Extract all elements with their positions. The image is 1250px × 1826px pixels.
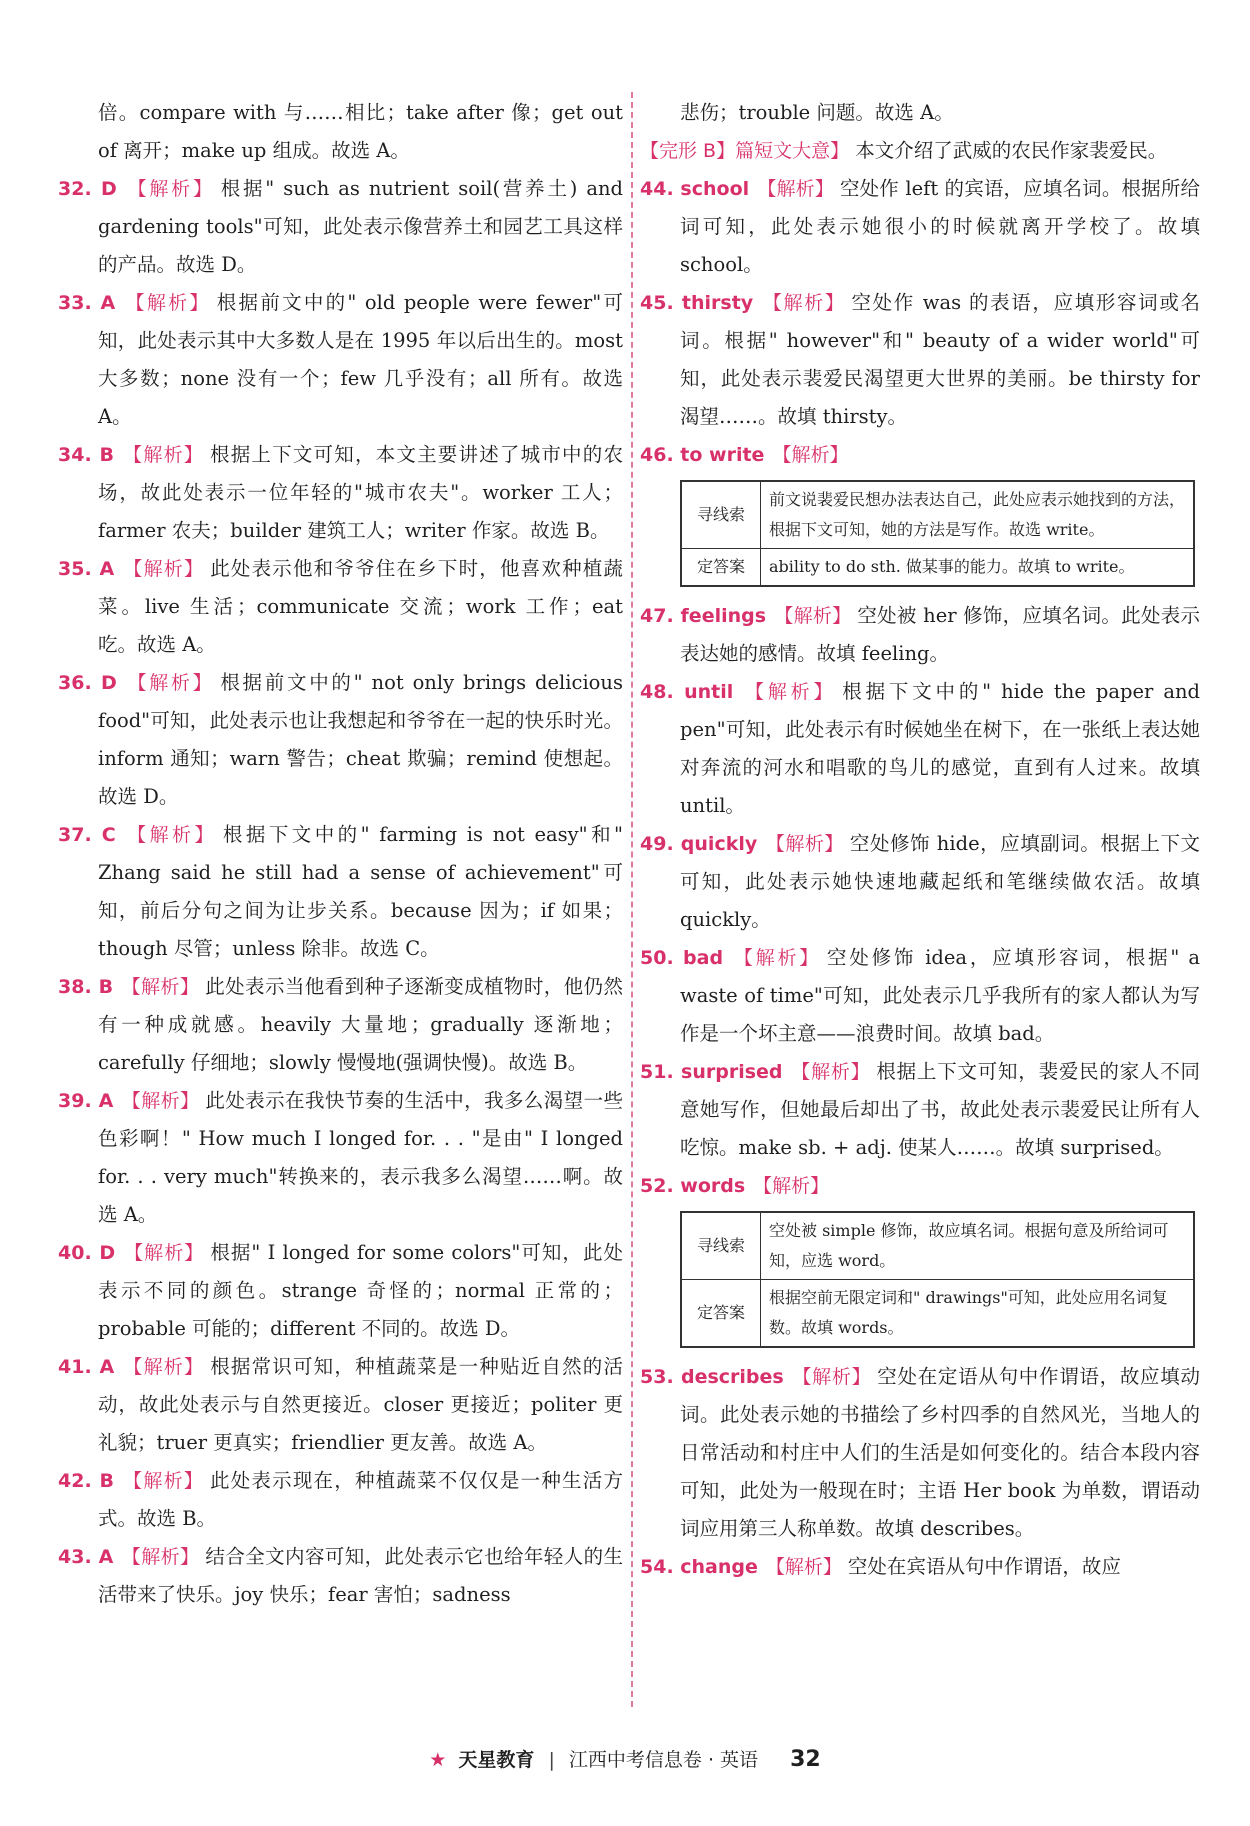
answer-entry <box>640 1548 1200 1586</box>
answer-number: 50. bad <box>640 947 724 969</box>
analysis-tag: 【解析】 <box>791 1366 872 1388</box>
clue-row <box>681 481 1194 549</box>
answer-entry <box>58 1348 623 1462</box>
answer-number: 33. A <box>58 292 116 314</box>
analysis-tag: 【解析】 <box>121 1470 205 1492</box>
answer-entry <box>640 939 1200 1053</box>
explanation-text: 此处表示在我快节奏的生活中，我多么渴望一些色彩啊！" How much I longed for. . . "是由" I longed for. . . very much"转换来的，表示我多么渴望……啊。故选 A。 <box>98 1089 623 1226</box>
answer-entry <box>58 664 623 816</box>
answer-entry <box>58 284 623 436</box>
answer-number: 38. B <box>58 976 114 998</box>
analysis-tag: 【解析】 <box>765 833 844 855</box>
analysis-tag: 【解析】 <box>124 672 215 694</box>
answer-number: 32. D <box>58 178 117 200</box>
clue-key: 寻线索 <box>681 481 761 549</box>
answer-number: 47. feelings <box>640 605 767 627</box>
answer-entry <box>640 825 1200 939</box>
explanation-text: 结合全文内容可知，此处表示它也给年轻人的生活带来了快乐。joy 快乐；fear 害怕；sadness <box>98 1545 623 1606</box>
answer-number: 40. D <box>58 1242 116 1264</box>
explanation-text: 根据上下文可知，本文主要讲述了城市中的农场，故此处表示一位年轻的"城市农夫"。worker 工人；farmer 农夫；builder 建筑工人；writer 作家。故选 B。 <box>98 443 623 542</box>
section-summary <box>640 132 1200 170</box>
answer-entry <box>58 436 623 550</box>
answer-entry <box>58 968 623 1082</box>
page-number: 32 <box>790 1747 821 1772</box>
analysis-tag: 【解析】 <box>124 178 215 200</box>
answer-number: 54. change <box>640 1556 758 1578</box>
explanation-text: 空处被 her 修饰，应填名词。此处表示表达她的感情。故填 feeling。 <box>680 604 1200 665</box>
analysis-tag: 【解析】 <box>123 1242 205 1264</box>
analysis-tag: 【解析】 <box>123 824 217 846</box>
analysis-tag: 【解析】 <box>753 1175 830 1197</box>
answer-number: 34. B <box>58 444 114 466</box>
explanation-text: 空处在定语从句中作谓语，故应填动词。此处表示她的书描绘了乡村四季的自然风光，当地人的日常活动和村庄中人们的生活是如何变化的。结合本段内容可知，此处为一般现在时；主语 Her book 为单数，谓语动词应用第三人称单数。故填 describes。 <box>680 1365 1200 1540</box>
answer-entry <box>640 673 1200 825</box>
explanation-text: 空处作 left 的宾语，应填名词。根据所给词可知，此处表示她很小的时候就离开学校了。故填 school。 <box>680 177 1200 276</box>
answer-number: 53. describes <box>640 1366 784 1388</box>
analysis-tag: 【解析】 <box>765 1556 842 1578</box>
explanation-text: 根据下文中的" farming is not easy"和" Zhang said he still had a sense of achievement"可知，前后分句之间为让步关系。because 因为；if 如果；though 尽管；unless 除非。故选 C。 <box>98 823 623 960</box>
answer-entry <box>640 284 1200 436</box>
explanation-text: 根据常识可知，种植蔬菜是一种贴近自然的活动，故此处表示与自然更接近。closer 更接近；politer 更礼貌；truer 更真实；friendlier 更友善。故选 A。 <box>98 1355 623 1454</box>
answer-number: 45. thirsty <box>640 292 754 314</box>
clue-row <box>681 1212 1194 1280</box>
analysis-tag: 【解析】 <box>731 947 822 969</box>
analysis-tag: 【解析】 <box>121 1546 200 1568</box>
answer-entry <box>58 550 623 664</box>
answer-entry <box>640 597 1200 673</box>
explanation-text: 根据上下文可知，裴爱民的家人不同意她写作，但她最后却出了书，故此处表示裴爱民让所有人吃惊。make sb. + adj. 使某人……。故填 surprised。 <box>680 1060 1200 1159</box>
explanation-text: 根据" such as nutrient soil(营养土) and gardening tools"可知，此处表示像营养土和园艺工具这样的产品。故选 D。 <box>98 177 623 276</box>
answer-entry <box>58 1234 623 1348</box>
analysis-tag: 【解析】 <box>774 605 852 627</box>
answer-entry <box>58 1538 623 1614</box>
explanation-text: 空处作 was 的表语，应填形容词或名词。根据" however"和" beauty of a wider world"可知，此处表示裴爱民渴望更大世界的美丽。be thirsty for 渴望……。故填 thirsty。 <box>680 291 1200 428</box>
explanation-text: 空处修饰 idea，应填形容词，根据" a waste of time"可知，此处表示几乎我所有的家人都认为写作是一个坏主意——浪费时间。故填 bad。 <box>680 946 1200 1045</box>
analysis-tag: 【解析】 <box>772 444 849 466</box>
answer-number: 39. A <box>58 1090 114 1112</box>
analysis-tag: 【解析】 <box>121 976 200 998</box>
clue-row <box>681 1280 1194 1348</box>
analysis-tag: 【解析】 <box>121 444 205 466</box>
right-column <box>640 94 1200 1586</box>
answer-entry <box>58 1082 623 1234</box>
continuation-text: 悲伤；trouble 问题。故选 A。 <box>680 101 954 124</box>
page-footer <box>0 1745 1250 1785</box>
explanation-text: 空处在宾语从句中作谓语，故应 <box>847 1555 1121 1578</box>
answer-number: 43. A <box>58 1546 114 1568</box>
answer-number: 48. until <box>640 681 734 703</box>
clue-key: 定答案 <box>681 1280 761 1348</box>
answer-entry <box>640 1167 1200 1205</box>
answer-entry <box>640 436 1200 474</box>
answer-entry <box>58 816 623 968</box>
clue-table-52 <box>680 1211 1195 1348</box>
explanation-text: 此处表示当他看到种子逐渐变成植物时，他仍然有一种成就感。heavily 大量地；gradually 逐渐地；carefully 仔细地；slowly 慢慢地(强调快慢)。故选 B。 <box>98 975 623 1074</box>
answer-entry <box>58 1462 623 1538</box>
answer-number: 35. A <box>58 558 115 580</box>
clue-value: ability to do sth. 做某事的能力。故填 to write。 <box>761 549 1195 587</box>
clue-key: 寻线索 <box>681 1212 761 1280</box>
book-title: 江西中考信息卷 · 英语 <box>568 1749 759 1771</box>
answer-entry <box>640 1358 1200 1548</box>
left-column <box>58 94 623 1614</box>
analysis-tag: 【解析】 <box>122 1356 205 1378</box>
analysis-tag: 【解析】 <box>761 292 846 314</box>
answer-entry <box>58 170 623 284</box>
answer-number: 49. quickly <box>640 833 758 855</box>
analysis-tag: 【解析】 <box>741 681 837 703</box>
clue-key: 定答案 <box>681 549 761 587</box>
explanation-text: 空处修饰 hide，应填副词。根据上下文可知，此处表示她快速地藏起纸和笔继续做农活。故填 quickly。 <box>680 832 1200 931</box>
explanation-text: 根据" I longed for some colors"可知，此处表示不同的颜色。strange 奇怪的；normal 正常的；probable 可能的；different 不同的。故选 D。 <box>98 1241 623 1340</box>
clue-value: 空处被 simple 修饰，故应填名词。根据句意及所给词可知，应选 word。 <box>761 1212 1195 1280</box>
answer-number: 51. surprised <box>640 1061 783 1083</box>
explanation-text: 根据前文中的" old people were fewer"可知，此处表示其中大多数人是在 1995 年以后出生的。most 大多数；none 没有一个；few 几乎没有；all 所有。故选 A。 <box>98 291 623 428</box>
answer-number: 46. to write <box>640 444 765 466</box>
answer-group-a <box>640 170 1200 474</box>
answer-entry <box>640 1053 1200 1167</box>
answer-entry <box>58 94 623 170</box>
answer-number: 44. school <box>640 178 750 200</box>
answer-number: 41. A <box>58 1356 115 1378</box>
clue-row <box>681 549 1194 587</box>
answer-number: 52. words <box>640 1175 746 1197</box>
answer-entry <box>640 170 1200 284</box>
section-summary-text: 本文介绍了武威的农民作家裴爱民。 <box>855 139 1168 162</box>
explanation-text: 根据下文中的" hide the paper and pen"可知，此处表示有时候她坐在树下，在一张纸上表达她对奔流的河水和唱歌的鸟儿的感觉，直到有人过来。故填 until。 <box>680 680 1200 817</box>
analysis-tag: 【解析】 <box>122 558 205 580</box>
analysis-tag: 【解析】 <box>757 178 834 200</box>
answer-number: 36. D <box>58 672 117 694</box>
clue-table-46 <box>680 480 1195 587</box>
answer-number: 42. B <box>58 1470 114 1492</box>
clue-value: 前文说裴爱民想办法表达自己，此处应表示她找到的方法，根据下文可知，她的方法是写作。故选 write。 <box>761 481 1195 549</box>
explanation-text: 倍。compare with 与……相比；take after 像；get out of 离开；make up 组成。故选 A。 <box>98 101 623 162</box>
explanation-text: 此处表示他和爷爷住在乡下时，他喜欢种植蔬菜。live 生活；communicate 交流；work 工作；eat 吃。故选 A。 <box>98 557 623 656</box>
answer-number: 37. C <box>58 824 116 846</box>
answer-group-b <box>640 597 1200 1205</box>
analysis-tag: 【解析】 <box>790 1061 871 1083</box>
column-divider <box>631 92 633 1707</box>
clue-value: 根据空前无限定词和" drawings"可知，此处应用名词复数。故填 words。 <box>761 1280 1195 1348</box>
section-heading: 【完形 B】篇短文大意】 <box>640 140 850 162</box>
brand-name: 天星教育 <box>458 1749 535 1771</box>
explanation-text: 此处表示现在，种植蔬菜不仅仅是一种生活方式。故选 B。 <box>98 1469 623 1530</box>
footer-separator: | <box>548 1749 555 1771</box>
answer-group-c <box>640 1358 1200 1586</box>
analysis-tag: 【解析】 <box>123 292 211 314</box>
analysis-tag: 【解析】 <box>121 1090 200 1112</box>
logo-star-icon: ★ <box>429 1749 447 1771</box>
explanation-text: 根据前文中的" not only brings delicious food"可知，此处表示也让我想起和爷爷在一起的快乐时光。inform 通知；warn 警告；cheat 欺骗；remind 使想起。故选 D。 <box>98 671 623 808</box>
